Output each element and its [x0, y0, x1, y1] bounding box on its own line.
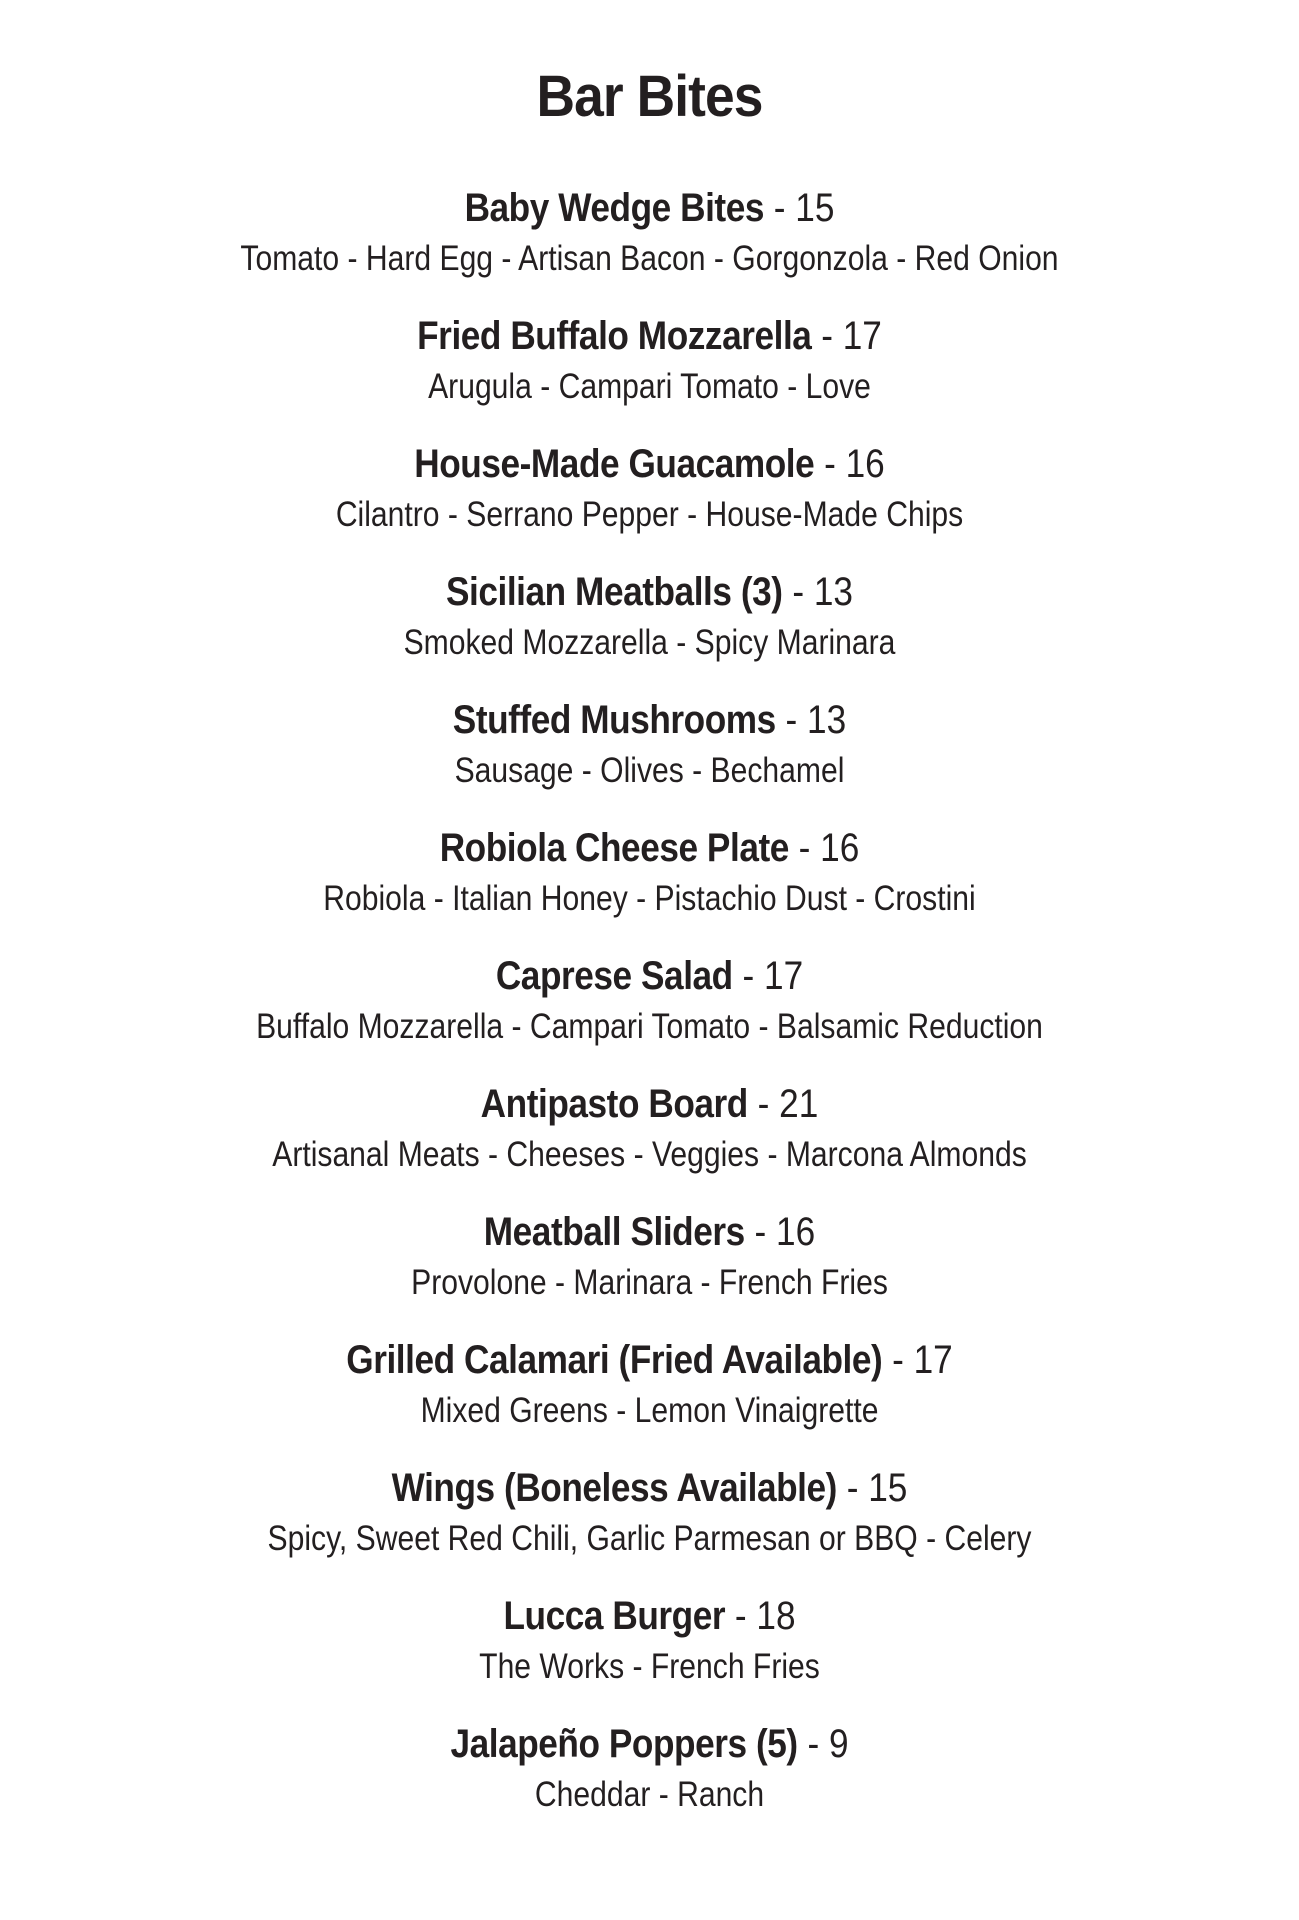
item-description: Robiola - Italian Honey - Pistachio Dust - Crostini [323, 879, 976, 918]
menu-item [0, 438, 1299, 566]
price-separator: - [782, 570, 814, 614]
item-price: 13 [807, 698, 847, 742]
item-description: Sausage - Olives - Bechamel [454, 751, 845, 790]
item-description: Cilantro - Serrano Pepper - House-Made Chips [335, 495, 964, 534]
price-separator: - [775, 698, 808, 742]
item-name: Jalapeño Poppers (5) [450, 1722, 798, 1766]
menu-item [0, 566, 1299, 694]
item-name: Grilled Calamari (Fried Available) [346, 1338, 883, 1382]
menu-item [0, 822, 1299, 950]
item-price: 15 [795, 186, 835, 230]
item-description: Mixed Greens - Lemon Vinaigrette [420, 1391, 879, 1430]
item-description: The Works - French Fries [479, 1647, 820, 1686]
item-name: Fried Buffalo Mozzarella [417, 314, 812, 358]
item-heading [78, 822, 1221, 874]
price-separator: - [732, 954, 765, 998]
item-name: Lucca Burger [503, 1594, 726, 1638]
item-heading [78, 1206, 1221, 1258]
item-heading [78, 1462, 1221, 1514]
item-price: 16 [776, 1210, 816, 1254]
item-description: Artisanal Meats - Cheeses - Veggies - Marcona Almonds [272, 1135, 1027, 1174]
item-name: House-Made Guacamole [414, 442, 815, 486]
price-separator: - [725, 1594, 757, 1638]
item-description: Tomato - Hard Egg - Artisan Bacon - Gorgonzola - Red Onion [240, 239, 1059, 278]
item-name: Stuffed Mushrooms [452, 698, 776, 742]
item-name: Baby Wedge Bites [464, 186, 764, 230]
item-description: Buffalo Mozzarella - Campari Tomato - Balsamic Reduction [256, 1007, 1043, 1046]
menu-item [0, 182, 1299, 310]
price-separator: - [747, 1082, 780, 1126]
item-name: Robiola Cheese Plate [439, 826, 789, 870]
item-price: 13 [813, 570, 853, 614]
item-name: Antipasto Board [480, 1082, 748, 1126]
price-separator: - [763, 186, 796, 230]
item-price: 18 [756, 1594, 796, 1638]
menu-list [0, 182, 1299, 1846]
item-price: 16 [845, 442, 885, 486]
item-heading [78, 1590, 1221, 1642]
item-price: 17 [842, 314, 882, 358]
item-heading [78, 438, 1221, 490]
page-title: Bar Bites [536, 64, 763, 129]
price-separator: - [836, 1466, 869, 1510]
item-heading [78, 694, 1221, 746]
price-separator: - [797, 1722, 829, 1766]
item-description: Arugula - Campari Tomato - Love [428, 367, 871, 406]
item-price: 16 [820, 826, 860, 870]
price-separator: - [811, 314, 843, 358]
item-name: Meatball Sliders [483, 1210, 745, 1254]
price-separator: - [744, 1210, 777, 1254]
menu-item [0, 1718, 1299, 1846]
item-name: Wings (Boneless Available) [391, 1466, 837, 1510]
item-description: Spicy, Sweet Red Chili, Garlic Parmesan or BBQ - Celery [267, 1519, 1032, 1558]
item-description: Cheddar - Ranch [534, 1775, 765, 1814]
price-separator: - [814, 442, 846, 486]
menu-item [0, 950, 1299, 1078]
menu-item [0, 1462, 1299, 1590]
item-price: 15 [868, 1466, 908, 1510]
item-heading [78, 1078, 1221, 1130]
menu-item [0, 1334, 1299, 1462]
item-price: 17 [764, 954, 804, 998]
item-description: Provolone - Marinara - French Fries [411, 1263, 888, 1302]
item-heading [78, 950, 1221, 1002]
item-name: Sicilian Meatballs (3) [445, 570, 783, 614]
price-separator: - [788, 826, 821, 870]
menu-item [0, 1206, 1299, 1334]
item-price: 9 [828, 1722, 849, 1766]
item-price: 21 [779, 1082, 819, 1126]
item-heading [78, 1334, 1221, 1386]
item-name: Caprese Salad [495, 954, 733, 998]
menu-item [0, 1590, 1299, 1718]
item-heading [78, 182, 1221, 234]
item-heading [78, 1718, 1221, 1770]
menu-item [0, 1078, 1299, 1206]
item-description: Smoked Mozzarella - Spicy Marinara [403, 623, 896, 662]
item-heading [78, 566, 1221, 618]
item-price: 17 [913, 1338, 953, 1382]
menu-item [0, 694, 1299, 822]
item-heading [78, 310, 1221, 362]
price-separator: - [882, 1338, 914, 1382]
menu-item [0, 310, 1299, 438]
